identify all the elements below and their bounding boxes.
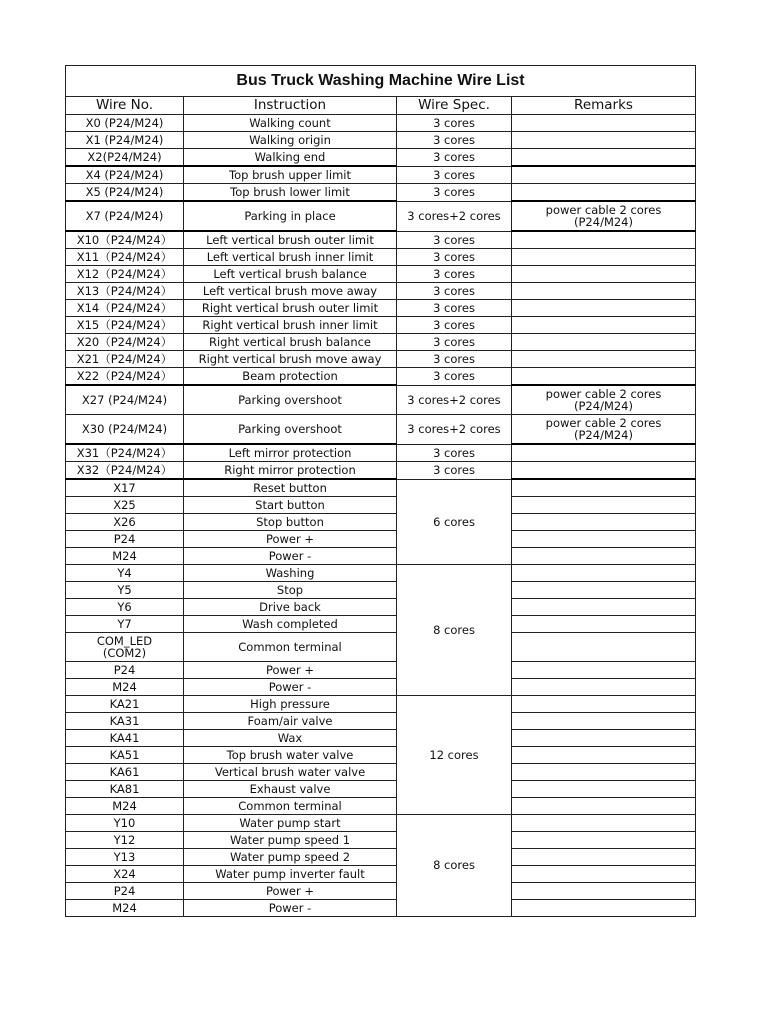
- wire-no-cell: X27 (P24/M24): [66, 385, 184, 415]
- wire-list-table: [65, 65, 696, 917]
- remarks-cell: [512, 565, 696, 582]
- instruction-cell: Drive back: [184, 599, 397, 616]
- wire-no-cell: COM_LED (COM2): [66, 633, 184, 662]
- wire-no-cell: KA81: [66, 781, 184, 798]
- remarks-cell: [512, 531, 696, 548]
- wire-spec-cell: 6 cores: [397, 479, 512, 565]
- wire-spec-cell: 3 cores: [397, 300, 512, 317]
- instruction-cell: Wash completed: [184, 616, 397, 633]
- wire-no-cell: X20（P24/M24）: [66, 334, 184, 351]
- instruction-cell: Left mirror protection: [184, 444, 397, 462]
- instruction-cell: Parking in place: [184, 201, 397, 231]
- remarks-cell: [512, 900, 696, 917]
- table-row: [66, 883, 696, 900]
- instruction-cell: Common terminal: [184, 798, 397, 815]
- instruction-cell: Beam protection: [184, 368, 397, 386]
- instruction-cell: Power -: [184, 548, 397, 565]
- wire-no-cell: Y12: [66, 832, 184, 849]
- table-row: [66, 599, 696, 616]
- instruction-cell: Stop: [184, 582, 397, 599]
- remarks-cell: [512, 798, 696, 815]
- table-row: [66, 249, 696, 266]
- instruction-cell: Stop button: [184, 514, 397, 531]
- table-row: [66, 849, 696, 866]
- header-wire-no: Wire No.: [66, 97, 184, 115]
- wire-no-cell: X22（P24/M24）: [66, 368, 184, 386]
- remarks-cell: [512, 166, 696, 184]
- table-row: [66, 730, 696, 747]
- wire-no-cell: M24: [66, 548, 184, 565]
- instruction-cell: Power +: [184, 662, 397, 679]
- remarks-cell: [512, 866, 696, 883]
- table-row: [66, 548, 696, 565]
- table-row: [66, 415, 696, 445]
- remarks-cell: [512, 368, 696, 386]
- instruction-cell: Foam/air valve: [184, 713, 397, 730]
- instruction-cell: Wax: [184, 730, 397, 747]
- table-row: [66, 565, 696, 582]
- remarks-cell: [512, 462, 696, 480]
- instruction-cell: Water pump speed 2: [184, 849, 397, 866]
- wire-spec-cell: 3 cores: [397, 317, 512, 334]
- wire-spec-cell: 8 cores: [397, 815, 512, 917]
- instruction-cell: Left vertical brush outer limit: [184, 231, 397, 249]
- remarks-cell: [512, 249, 696, 266]
- wire-no-cell: X10（P24/M24）: [66, 231, 184, 249]
- remarks-cell: [512, 266, 696, 283]
- remarks-cell: [512, 334, 696, 351]
- remarks-cell: [512, 764, 696, 781]
- wire-no-cell: X32（P24/M24）: [66, 462, 184, 480]
- table-row: [66, 444, 696, 462]
- remarks-cell: [512, 115, 696, 132]
- wire-spec-cell: 3 cores: [397, 249, 512, 266]
- instruction-cell: Start button: [184, 497, 397, 514]
- wire-spec-cell: 3 cores: [397, 132, 512, 149]
- wire-no-cell: X13（P24/M24）: [66, 283, 184, 300]
- table-row: [66, 531, 696, 548]
- instruction-cell: Left vertical brush balance: [184, 266, 397, 283]
- table-row: [66, 798, 696, 815]
- wire-no-cell: M24: [66, 679, 184, 696]
- wire-spec-cell: 3 cores+2 cores: [397, 385, 512, 415]
- wire-no-cell: M24: [66, 900, 184, 917]
- table-row: [66, 166, 696, 184]
- instruction-cell: Water pump start: [184, 815, 397, 832]
- wire-no-cell: X4 (P24/M24): [66, 166, 184, 184]
- remarks-cell: [512, 662, 696, 679]
- table-row: [66, 334, 696, 351]
- remarks-cell: [512, 883, 696, 900]
- remarks-cell: [512, 781, 696, 798]
- wire-no-cell: KA51: [66, 747, 184, 764]
- wire-spec-cell: 3 cores: [397, 149, 512, 167]
- document-title: Bus Truck Washing Machine Wire List: [66, 66, 696, 97]
- instruction-cell: Top brush upper limit: [184, 166, 397, 184]
- table-row: [66, 713, 696, 730]
- wire-spec-cell: 3 cores: [397, 283, 512, 300]
- header-row: [66, 97, 696, 115]
- table-row: [66, 201, 696, 231]
- remarks-cell: [512, 351, 696, 368]
- remarks-cell: power cable 2 cores (P24/M24): [512, 415, 696, 445]
- table-row: [66, 149, 696, 167]
- instruction-cell: Exhaust valve: [184, 781, 397, 798]
- remarks-cell: [512, 300, 696, 317]
- instruction-cell: Left vertical brush move away: [184, 283, 397, 300]
- remarks-cell: [512, 747, 696, 764]
- remarks-cell: [512, 713, 696, 730]
- table-row: [66, 300, 696, 317]
- remarks-cell: [512, 479, 696, 497]
- table-row: [66, 132, 696, 149]
- wire-spec-cell: 3 cores: [397, 462, 512, 480]
- table-row: [66, 514, 696, 531]
- wire-no-cell: X12（P24/M24）: [66, 266, 184, 283]
- instruction-cell: Right vertical brush move away: [184, 351, 397, 368]
- table-row: [66, 696, 696, 713]
- table-row: [66, 747, 696, 764]
- remarks-cell: [512, 132, 696, 149]
- wire-spec-cell: 12 cores: [397, 696, 512, 815]
- instruction-cell: Walking count: [184, 115, 397, 132]
- wire-spec-cell: 3 cores+2 cores: [397, 415, 512, 445]
- wire-no-cell: KA31: [66, 713, 184, 730]
- remarks-cell: [512, 616, 696, 633]
- table-row: [66, 462, 696, 480]
- instruction-cell: Left vertical brush inner limit: [184, 249, 397, 266]
- instruction-cell: Walking end: [184, 149, 397, 167]
- wire-spec-cell: 3 cores: [397, 231, 512, 249]
- instruction-cell: Right mirror protection: [184, 462, 397, 480]
- header-wire-spec: Wire Spec.: [397, 97, 512, 115]
- header-instruction: Instruction: [184, 97, 397, 115]
- wire-spec-cell: 3 cores: [397, 444, 512, 462]
- table-row: [66, 582, 696, 599]
- remarks-cell: [512, 815, 696, 832]
- remarks-cell: [512, 548, 696, 565]
- remarks-cell: [512, 633, 696, 662]
- instruction-cell: Water pump speed 1: [184, 832, 397, 849]
- table-row: [66, 497, 696, 514]
- remarks-cell: power cable 2 cores (P24/M24): [512, 385, 696, 415]
- wire-no-cell: X15（P24/M24）: [66, 317, 184, 334]
- wire-no-cell: P24: [66, 662, 184, 679]
- table-body: [66, 115, 696, 917]
- table-row: [66, 317, 696, 334]
- instruction-cell: Vertical brush water valve: [184, 764, 397, 781]
- instruction-cell: Right vertical brush outer limit: [184, 300, 397, 317]
- table-row: [66, 616, 696, 633]
- wire-no-cell: P24: [66, 531, 184, 548]
- wire-no-cell: Y4: [66, 565, 184, 582]
- table-row: [66, 866, 696, 883]
- wire-no-cell: X5 (P24/M24): [66, 184, 184, 202]
- table-row: [66, 781, 696, 798]
- instruction-cell: Water pump inverter fault: [184, 866, 397, 883]
- remarks-cell: [512, 317, 696, 334]
- remarks-cell: [512, 832, 696, 849]
- table-row: [66, 662, 696, 679]
- instruction-cell: Power -: [184, 679, 397, 696]
- instruction-cell: Power +: [184, 883, 397, 900]
- remarks-cell: [512, 730, 696, 747]
- wire-no-cell: X0 (P24/M24): [66, 115, 184, 132]
- instruction-cell: Right vertical brush inner limit: [184, 317, 397, 334]
- instruction-cell: Parking overshoot: [184, 385, 397, 415]
- remarks-cell: [512, 184, 696, 202]
- remarks-cell: [512, 231, 696, 249]
- wire-no-cell: Y5: [66, 582, 184, 599]
- wire-no-cell: X1 (P24/M24): [66, 132, 184, 149]
- table-row: [66, 900, 696, 917]
- instruction-cell: Washing: [184, 565, 397, 582]
- wire-no-cell: KA21: [66, 696, 184, 713]
- wire-no-cell: X30 (P24/M24): [66, 415, 184, 445]
- table-row: [66, 231, 696, 249]
- table-row: [66, 479, 696, 497]
- table-row: [66, 368, 696, 386]
- wire-no-cell: X2(P24/M24): [66, 149, 184, 167]
- table-row: [66, 815, 696, 832]
- remarks-cell: [512, 444, 696, 462]
- header-remarks: Remarks: [512, 97, 696, 115]
- wire-spec-cell: 3 cores: [397, 334, 512, 351]
- table-row: [66, 184, 696, 202]
- wire-no-cell: M24: [66, 798, 184, 815]
- table-row: [66, 832, 696, 849]
- wire-no-cell: P24: [66, 883, 184, 900]
- table-row: [66, 633, 696, 662]
- wire-no-cell: Y10: [66, 815, 184, 832]
- wire-no-cell: Y7: [66, 616, 184, 633]
- table-row: [66, 385, 696, 415]
- wire-no-cell: KA41: [66, 730, 184, 747]
- table-row: [66, 266, 696, 283]
- remarks-cell: [512, 497, 696, 514]
- wire-no-cell: Y13: [66, 849, 184, 866]
- wire-spec-cell: 3 cores: [397, 184, 512, 202]
- wire-no-cell: X17: [66, 479, 184, 497]
- wire-spec-cell: 3 cores: [397, 166, 512, 184]
- wire-no-cell: X25: [66, 497, 184, 514]
- instruction-cell: Parking overshoot: [184, 415, 397, 445]
- wire-no-cell: X14（P24/M24）: [66, 300, 184, 317]
- instruction-cell: Right vertical brush balance: [184, 334, 397, 351]
- wire-no-cell: X31（P24/M24）: [66, 444, 184, 462]
- instruction-cell: Top brush lower limit: [184, 184, 397, 202]
- remarks-cell: power cable 2 cores (P24/M24): [512, 201, 696, 231]
- wire-no-cell: X26: [66, 514, 184, 531]
- instruction-cell: Walking origin: [184, 132, 397, 149]
- instruction-cell: Common terminal: [184, 633, 397, 662]
- wire-no-cell: X11（P24/M24）: [66, 249, 184, 266]
- wire-spec-cell: 3 cores+2 cores: [397, 201, 512, 231]
- wire-no-cell: X21（P24/M24）: [66, 351, 184, 368]
- remarks-cell: [512, 582, 696, 599]
- table-row: [66, 283, 696, 300]
- remarks-cell: [512, 849, 696, 866]
- table-row: [66, 351, 696, 368]
- wire-spec-cell: 3 cores: [397, 351, 512, 368]
- wire-no-cell: X24: [66, 866, 184, 883]
- wire-no-cell: X7 (P24/M24): [66, 201, 184, 231]
- instruction-cell: Power -: [184, 900, 397, 917]
- wire-no-cell: KA61: [66, 764, 184, 781]
- instruction-cell: Reset button: [184, 479, 397, 497]
- wire-spec-cell: 3 cores: [397, 115, 512, 132]
- instruction-cell: High pressure: [184, 696, 397, 713]
- remarks-cell: [512, 283, 696, 300]
- remarks-cell: [512, 514, 696, 531]
- remarks-cell: [512, 679, 696, 696]
- instruction-cell: Top brush water valve: [184, 747, 397, 764]
- remarks-cell: [512, 696, 696, 713]
- wire-no-cell: Y6: [66, 599, 184, 616]
- table-row: [66, 764, 696, 781]
- table-row: [66, 115, 696, 132]
- table-row: [66, 679, 696, 696]
- remarks-cell: [512, 599, 696, 616]
- wire-spec-cell: 3 cores: [397, 266, 512, 283]
- wire-spec-cell: 3 cores: [397, 368, 512, 386]
- instruction-cell: Power +: [184, 531, 397, 548]
- title-row: [66, 66, 696, 97]
- remarks-cell: [512, 149, 696, 167]
- wire-spec-cell: 8 cores: [397, 565, 512, 696]
